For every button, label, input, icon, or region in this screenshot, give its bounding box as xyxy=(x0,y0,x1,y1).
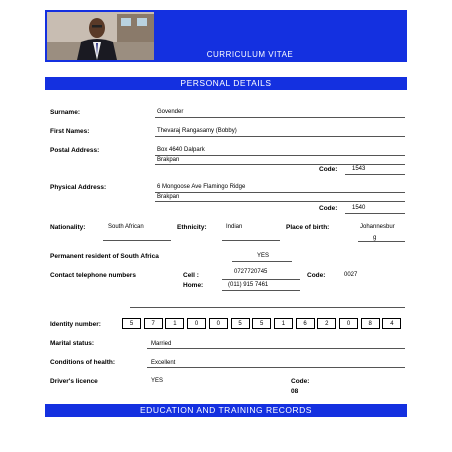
cell-label: Cell : xyxy=(183,272,199,279)
cell-value: 0727720745 xyxy=(234,269,268,275)
identity-number-label: Identity number: xyxy=(50,321,101,328)
surname-label: Surname: xyxy=(50,109,80,116)
identity-digit-box: 0 xyxy=(187,318,206,329)
first-names-label: First Names: xyxy=(50,128,90,135)
identity-digit-box: 6 xyxy=(296,318,315,329)
first-names-value: Thevaraj Rangasamy (Bobby) xyxy=(157,128,237,134)
identity-digit-box: 0 xyxy=(339,318,358,329)
birthplace-underline xyxy=(358,241,405,242)
postal-code-value: 1543 xyxy=(352,166,366,172)
postal-address-label: Postal Address: xyxy=(50,147,100,154)
permanent-resident-underline xyxy=(232,261,292,262)
contact-divider xyxy=(130,307,405,308)
physical-line2: Brakpan xyxy=(157,194,180,200)
nationality-label: Nationality: xyxy=(50,224,86,231)
contact-label: Contact telephone numbers xyxy=(50,272,136,279)
physical-underline-2 xyxy=(155,201,405,202)
education-title: EDUCATION AND TRAINING RECORDS xyxy=(140,405,312,415)
identity-digit-box: 5 xyxy=(122,318,141,329)
home-underline xyxy=(222,290,300,291)
identity-digit-box: 0 xyxy=(209,318,228,329)
postal-line1: Box 4640 Dalpark xyxy=(157,147,205,153)
physical-code-label: Code: xyxy=(319,205,338,212)
physical-code-underline xyxy=(345,213,405,214)
licence-label: Driver's licence xyxy=(50,378,98,385)
cv-title: CURRICULUM VITAE xyxy=(206,50,294,59)
postal-line2: Brakpan xyxy=(157,157,180,163)
permanent-resident-value: YES xyxy=(257,253,270,259)
physical-address-label: Physical Address: xyxy=(50,184,107,191)
birthplace-label: Place of birth: xyxy=(286,224,330,231)
nationality-underline xyxy=(103,240,171,241)
postal-underline-1 xyxy=(155,155,405,156)
physical-line1: 6 Mongoose Ave Flamingo Ridge xyxy=(157,184,246,190)
code-value: 0027 xyxy=(344,272,358,278)
person-photo-illustration xyxy=(47,12,154,60)
profile-photo xyxy=(47,12,154,60)
ethnicity-label: Ethnicity: xyxy=(177,224,207,231)
identity-digit-box: 8 xyxy=(361,318,380,329)
nationality-value: South African xyxy=(108,224,144,230)
identity-digit-box: 7 xyxy=(144,318,163,329)
health-value: Excellent xyxy=(151,360,176,366)
marital-status-value: Married xyxy=(151,341,172,347)
postal-code-label: Code: xyxy=(319,166,338,173)
first-names-underline xyxy=(155,136,405,137)
health-underline xyxy=(147,367,405,368)
health-label: Conditions of health: xyxy=(50,359,115,366)
birthplace-line1: Johannesbur xyxy=(360,224,395,230)
identity-digit-box: 1 xyxy=(274,318,293,329)
cell-underline xyxy=(222,279,300,280)
identity-digit-box: 4 xyxy=(382,318,401,329)
postal-underline-2 xyxy=(155,164,405,165)
licence-code-value: 08 xyxy=(291,388,299,395)
surname-underline xyxy=(155,117,405,118)
identity-digit-box: 1 xyxy=(165,318,184,329)
licence-value: YES xyxy=(151,378,164,384)
surname-value: Govender xyxy=(157,109,184,115)
home-label: Home: xyxy=(183,282,204,289)
postal-code-underline xyxy=(345,174,405,175)
personal-details-title: PERSONAL DETAILS xyxy=(180,78,272,88)
identity-digit-box: 5 xyxy=(231,318,250,329)
marital-underline xyxy=(147,348,405,349)
physical-code-value: 1540 xyxy=(352,205,366,211)
identity-digit-box: 5 xyxy=(252,318,271,329)
ethnicity-value: Indian xyxy=(226,224,243,230)
identity-digit-box: 2 xyxy=(317,318,336,329)
birthplace-line2: g xyxy=(373,235,377,241)
code-label: Code: xyxy=(307,272,326,279)
ethnicity-underline xyxy=(222,240,280,241)
home-value: (011) 915 7461 xyxy=(228,282,269,288)
marital-status-label: Marital status: xyxy=(50,340,95,347)
physical-underline-1 xyxy=(155,192,405,193)
permanent-resident-label: Permanent resident of South Africa xyxy=(50,253,159,260)
licence-code-label: Code: xyxy=(291,378,310,385)
